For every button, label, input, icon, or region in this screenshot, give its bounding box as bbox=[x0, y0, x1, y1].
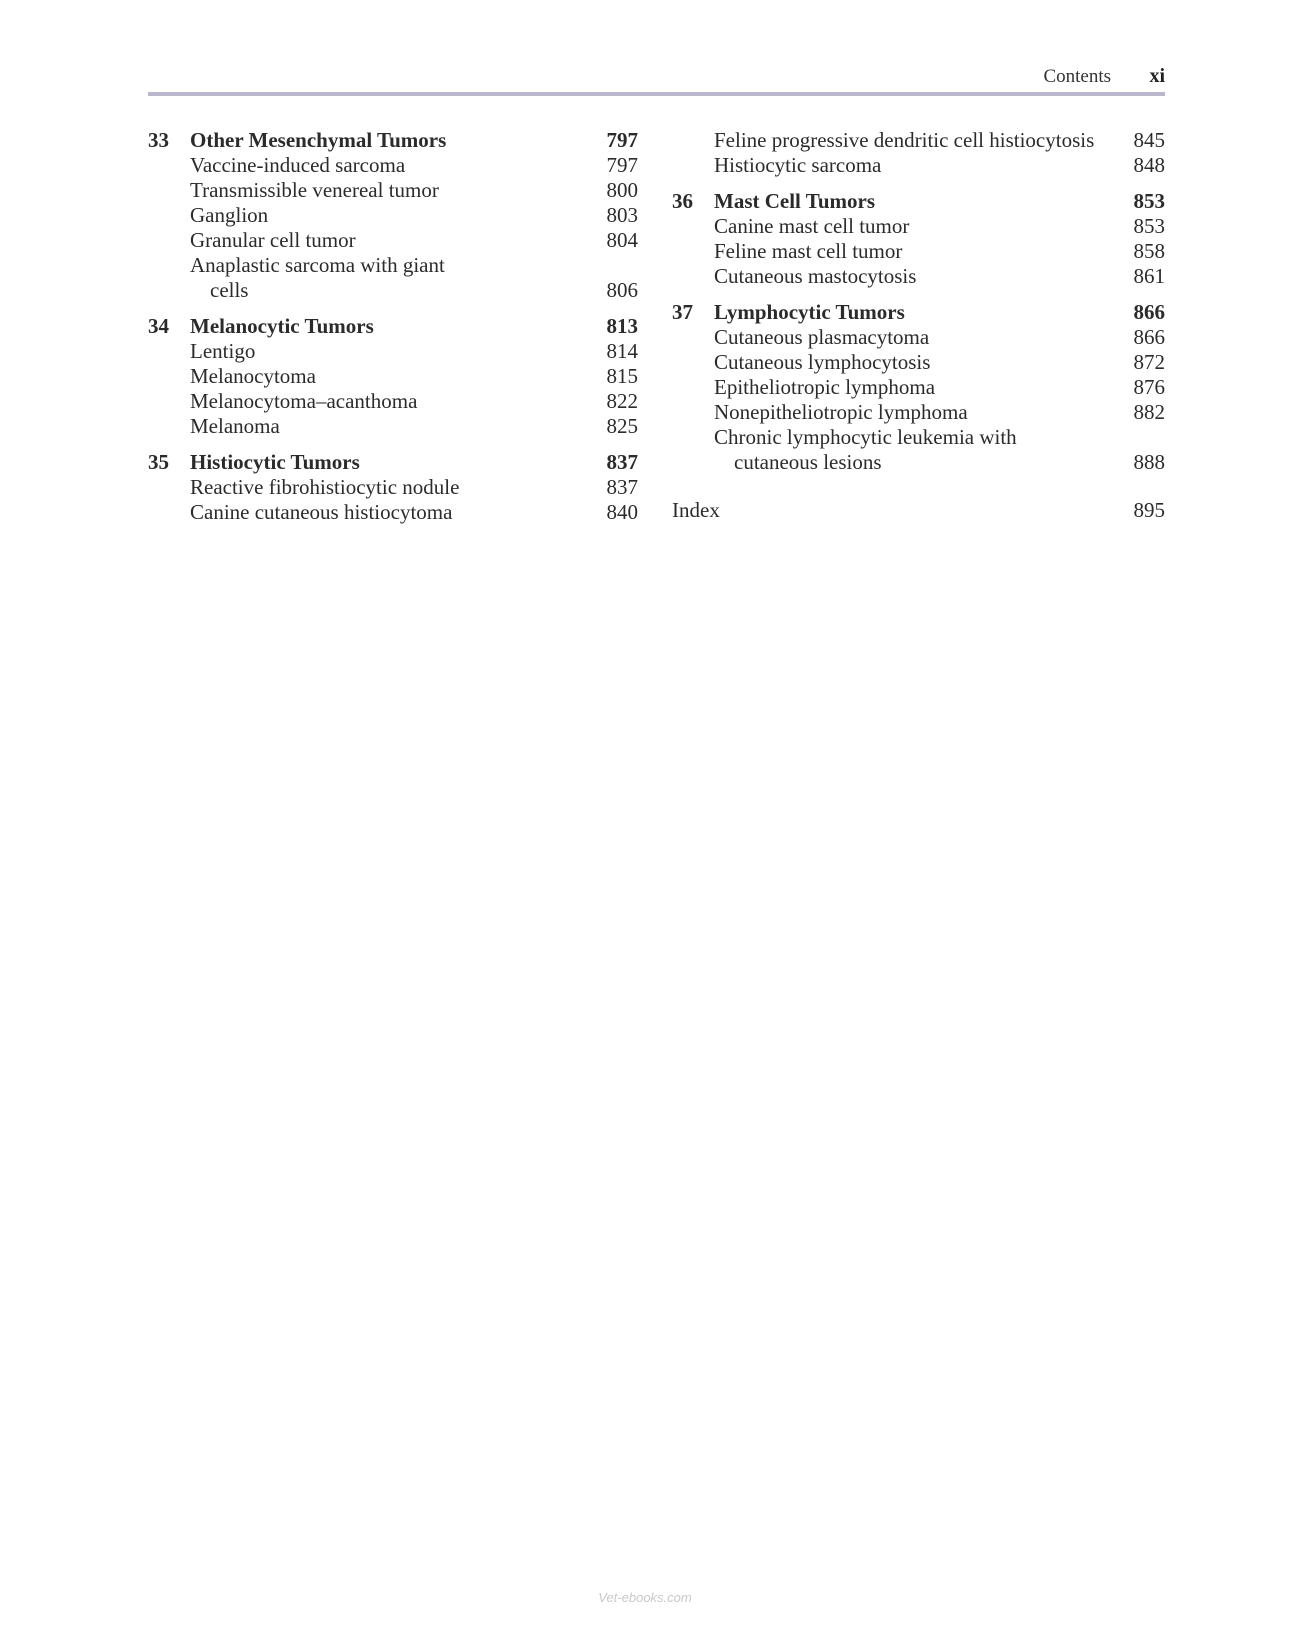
watermark-logo: Vet-ebooks.com bbox=[598, 1590, 692, 1605]
toc-entry[interactable] bbox=[148, 178, 638, 203]
entry-title: Cutaneous lymphocytosis bbox=[714, 350, 931, 374]
entry-page: 800 bbox=[606, 178, 638, 202]
entry-page: 848 bbox=[1133, 153, 1165, 177]
entry-title-line-1: Anaplastic sarcoma with giant bbox=[190, 253, 445, 277]
toc-entry[interactable] bbox=[148, 500, 638, 525]
chapter-number: 35 bbox=[148, 450, 169, 474]
entry-page: 797 bbox=[606, 153, 638, 177]
chapter-page: 797 bbox=[606, 128, 638, 152]
chapter-heading[interactable] bbox=[148, 128, 638, 153]
entry-page: 872 bbox=[1133, 350, 1165, 374]
chapter-page: 813 bbox=[606, 314, 638, 338]
entry-title: Ganglion bbox=[190, 203, 269, 227]
entry-page: 814 bbox=[606, 339, 638, 363]
entry-title: Vaccine-induced sarcoma bbox=[190, 153, 406, 177]
entry-page: 837 bbox=[606, 475, 638, 499]
entry-title-wrapped bbox=[190, 253, 578, 303]
chapter-page: 837 bbox=[606, 450, 638, 474]
toc-chapter-35-continued bbox=[672, 128, 1165, 178]
entry-title: Feline progressive dendritic cell histiocytosis bbox=[714, 128, 1095, 152]
toc-entry[interactable] bbox=[672, 425, 1165, 475]
toc-chapter-33 bbox=[148, 128, 638, 303]
toc-entry[interactable] bbox=[672, 239, 1165, 264]
toc-entry[interactable] bbox=[672, 128, 1165, 153]
entry-page: 882 bbox=[1133, 400, 1165, 424]
entry-page: 858 bbox=[1133, 239, 1165, 263]
entry-page: 876 bbox=[1133, 375, 1165, 399]
entry-page: 822 bbox=[606, 389, 638, 413]
index-title: Index bbox=[672, 498, 720, 522]
entry-page: 888 bbox=[1133, 450, 1165, 474]
chapter-page: 853 bbox=[1133, 189, 1165, 213]
entry-title: Canine mast cell tumor bbox=[714, 214, 910, 238]
entry-title-line-2: cutaneous lesions bbox=[734, 450, 882, 474]
entry-title: Reactive fibrohistiocytic nodule bbox=[190, 475, 460, 499]
toc-entry[interactable] bbox=[672, 375, 1165, 400]
toc-left-column bbox=[148, 128, 638, 536]
toc-chapter-34 bbox=[148, 314, 638, 439]
entry-title-wrapped bbox=[714, 425, 1105, 475]
chapter-heading[interactable] bbox=[148, 314, 638, 339]
entry-page: 845 bbox=[1133, 128, 1165, 152]
chapter-number: 34 bbox=[148, 314, 169, 338]
entry-title: Lentigo bbox=[190, 339, 256, 363]
chapter-title: Mast Cell Tumors bbox=[714, 189, 876, 213]
toc-entry[interactable] bbox=[148, 203, 638, 228]
chapter-number: 33 bbox=[148, 128, 169, 152]
toc-chapter-37 bbox=[672, 300, 1165, 475]
toc-entry[interactable] bbox=[148, 414, 638, 439]
entry-title: Melanoma bbox=[190, 414, 280, 438]
entry-page: 815 bbox=[606, 364, 638, 388]
toc-entry[interactable] bbox=[672, 325, 1165, 350]
entry-page: 825 bbox=[606, 414, 638, 438]
entry-page: 803 bbox=[606, 203, 638, 227]
entry-title: Nonepitheliotropic lymphoma bbox=[714, 400, 968, 424]
entry-page: 861 bbox=[1133, 264, 1165, 288]
header-rule bbox=[148, 92, 1165, 96]
chapter-title: Melanocytic Tumors bbox=[190, 314, 374, 338]
toc-entry[interactable] bbox=[148, 153, 638, 178]
entry-title: Cutaneous mastocytosis bbox=[714, 264, 917, 288]
toc-entry[interactable] bbox=[672, 153, 1165, 178]
entry-title: Cutaneous plasmacytoma bbox=[714, 325, 930, 349]
chapter-title: Other Mesenchymal Tumors bbox=[190, 128, 447, 152]
toc-entry[interactable] bbox=[148, 253, 638, 303]
chapter-page: 866 bbox=[1133, 300, 1165, 324]
entry-title: Epitheliotropic lymphoma bbox=[714, 375, 936, 399]
entry-page: 840 bbox=[606, 500, 638, 524]
entry-page: 853 bbox=[1133, 214, 1165, 238]
entry-title: Transmissible venereal tumor bbox=[190, 178, 439, 202]
running-header-title: Contents bbox=[1043, 66, 1111, 87]
entry-title: Canine cutaneous histiocytoma bbox=[190, 500, 453, 524]
chapter-heading[interactable] bbox=[672, 300, 1165, 325]
toc-entry[interactable] bbox=[148, 389, 638, 414]
entry-page: 804 bbox=[606, 228, 638, 252]
chapter-heading[interactable] bbox=[148, 450, 638, 475]
toc-chapter-35 bbox=[148, 450, 638, 525]
entry-title: Melanocytoma bbox=[190, 364, 316, 388]
chapter-number: 36 bbox=[672, 189, 693, 213]
entry-title: Histiocytic sarcoma bbox=[714, 153, 882, 177]
chapter-number: 37 bbox=[672, 300, 693, 324]
page-number: xi bbox=[1149, 65, 1165, 87]
chapter-heading[interactable] bbox=[672, 189, 1165, 214]
toc-entry[interactable] bbox=[148, 228, 638, 253]
entry-page: 866 bbox=[1133, 325, 1165, 349]
running-header bbox=[148, 62, 1165, 92]
entry-title-line-1: Chronic lymphocytic leukemia with bbox=[714, 425, 1017, 449]
toc-entry[interactable] bbox=[148, 475, 638, 500]
entry-title: Melanocytoma–acanthoma bbox=[190, 389, 418, 413]
toc-chapter-36 bbox=[672, 189, 1165, 289]
toc-right-column bbox=[672, 128, 1165, 523]
toc-entry[interactable] bbox=[672, 400, 1165, 425]
chapter-title: Histiocytic Tumors bbox=[190, 450, 360, 474]
toc-entry[interactable] bbox=[148, 339, 638, 364]
entry-title-line-2: cells bbox=[210, 278, 249, 302]
toc-entry[interactable] bbox=[148, 364, 638, 389]
index-page: 895 bbox=[1133, 498, 1165, 522]
toc-entry[interactable] bbox=[672, 264, 1165, 289]
toc-index-entry[interactable] bbox=[672, 498, 1165, 523]
toc-entry[interactable] bbox=[672, 350, 1165, 375]
entry-page: 806 bbox=[606, 278, 638, 302]
entry-title: Granular cell tumor bbox=[190, 228, 356, 252]
toc-entry[interactable] bbox=[672, 214, 1165, 239]
entry-title: Feline mast cell tumor bbox=[714, 239, 903, 263]
chapter-title: Lymphocytic Tumors bbox=[714, 300, 905, 324]
